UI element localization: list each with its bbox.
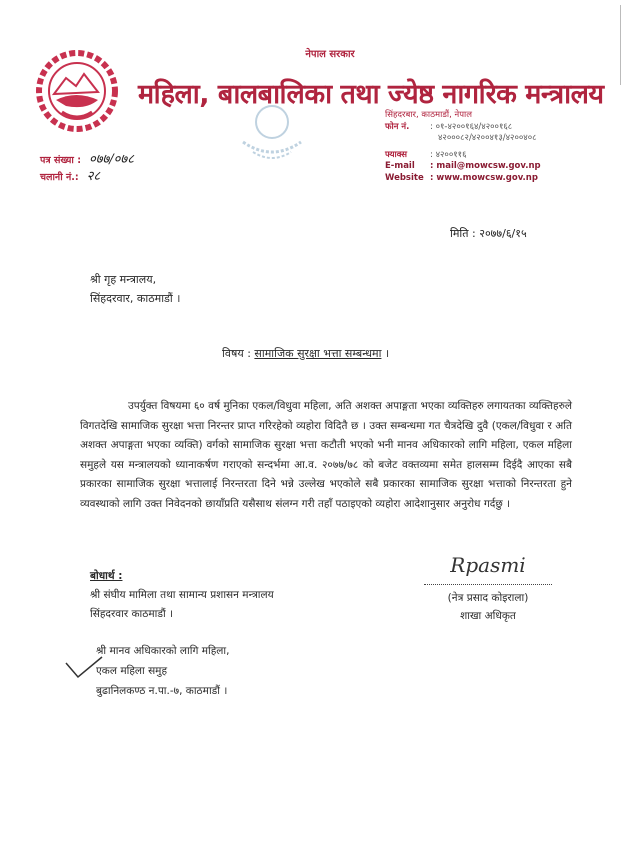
cc-line1: श्री संघीय मामिला तथा सामान्य प्रशासन मन्त्रालय [90, 589, 274, 601]
contact-block [385, 110, 541, 184]
cc-line2: सिंहदरवार काठमाडौं । [90, 608, 173, 620]
phone-line2: ४२०००८२/४२००४१३/४२००४०८ [438, 133, 537, 143]
letter-date: मिति : २०७७/६/१५ [450, 227, 527, 240]
email-value[interactable]: : mail@mowcsw.gov.np [430, 161, 541, 171]
phone-row-2 [385, 133, 541, 145]
fax-label: फ्याक्स [385, 149, 408, 160]
recipient-line1: श्री गृह मन्त्रालय, [90, 273, 157, 286]
website-row [385, 173, 541, 185]
email-label: E-mail [385, 161, 415, 171]
email-row [385, 161, 541, 173]
cc-block [90, 567, 274, 624]
address-row [385, 110, 541, 122]
scan-edge-line [620, 5, 621, 85]
dispatch-no-label: चलानी नं.: [40, 172, 79, 183]
government-name: नेपाल सरकार [305, 49, 355, 60]
reference-block [40, 152, 134, 186]
phone-line1: : ०१-४२००१६४/४२००१६८ [430, 121, 513, 132]
ministry-title: महिला, बालबालिका तथा ज्येष्ठ नागरिक मन्त्रालय [138, 79, 604, 110]
body-paragraph: उपर्युक्त विषयमा ६० वर्ष मुनिका एकल/विधुवा महिला, अति अशक्त अपाङ्गता भएका व्यक्तिहरु लगायतका व्यक्तिहरुले विगतदेखि सामाजिक सुरक्षा भत्ता निरन्तर प्राप्त गरिरहेको व्यहोरा विदितै छ । उक्त सम्बन्धमा गत चैत्रदेखि दुवै (एकल/विधुवा र अति अशक्त अपाङ्गता भएका व्यक्ति) वर्गको सामाजिक सुरक्षा भत्ता कटौती भएको भनी मानव अधिकारको लागि महिला, एकल महिला समुहले यस मन्त्रालयको ध्यानाकर्षण गराएको सन्दर्भमा आ.व. २०७७/७८ को बजेट वक्तव्यमा समेत हालसम्म दिईदै आएका सबै प्रकारका सामाजिक सुरक्षा भत्तालाई निरन्तरता दिने भन्ने उल्लेख भएकोले सबै प्रकारका सामाजिक सुरक्षा भत्ताको निरन्तरता हुने व्यवस्थाको लागि उक्त निवेदनको छायाँप्रति यसैसाथ संलग्न गरी तहाँ पठाइएको व्यहोरा आदेशानुसार अनुरोध गर्दछु । [80, 400, 572, 510]
website-value[interactable]: : www.mowcsw.gov.np [430, 172, 538, 183]
subject-text: सामाजिक सुरक्षा भत्ता सम्बन्धमा [254, 347, 382, 360]
signatory-name: (नेत्र प्रसाद कोइराला) [447, 592, 529, 604]
letter-body [80, 397, 572, 515]
phone-label: फोन नं. [385, 121, 410, 132]
cc2-line1: श्री मानव अधिकारको लागि महिला, [96, 645, 230, 657]
subject-end: । [384, 347, 390, 360]
signatory-designation: शाखा अधिकृत [460, 610, 516, 622]
cc2-line3: बुढानिलकण्ठ न.पा.-७, काठमाडौं । [96, 685, 228, 697]
signature-line [424, 584, 552, 585]
signature-block [418, 553, 558, 625]
cc2-block [96, 641, 229, 701]
office-stamp-icon [235, 102, 310, 162]
phone-row [385, 122, 541, 134]
fax-row [385, 150, 541, 162]
subject-line [222, 346, 389, 361]
address: सिंहदरबार, काठमाडौं, नेपाल [385, 110, 473, 120]
dispatch-no-value: २८ [86, 169, 101, 184]
letter-no-value: ०७७/०७८ [89, 152, 134, 167]
website-label: Website [385, 172, 424, 183]
fax-value: : ४२००११६ [430, 149, 467, 160]
recipient-line2: सिंहदरवार, काठमाडौं । [90, 292, 181, 305]
subject-label: विषय : [222, 347, 251, 360]
recipient-address [90, 270, 180, 308]
cc-heading: बोधार्थ : [90, 570, 123, 582]
signature-scribble: Rpasmi [450, 553, 526, 577]
cc2-line2: एकल महिला समुह [96, 665, 168, 677]
letter-no-label: पत्र संख्या : [40, 155, 82, 166]
nepal-emblem-icon [36, 50, 118, 132]
